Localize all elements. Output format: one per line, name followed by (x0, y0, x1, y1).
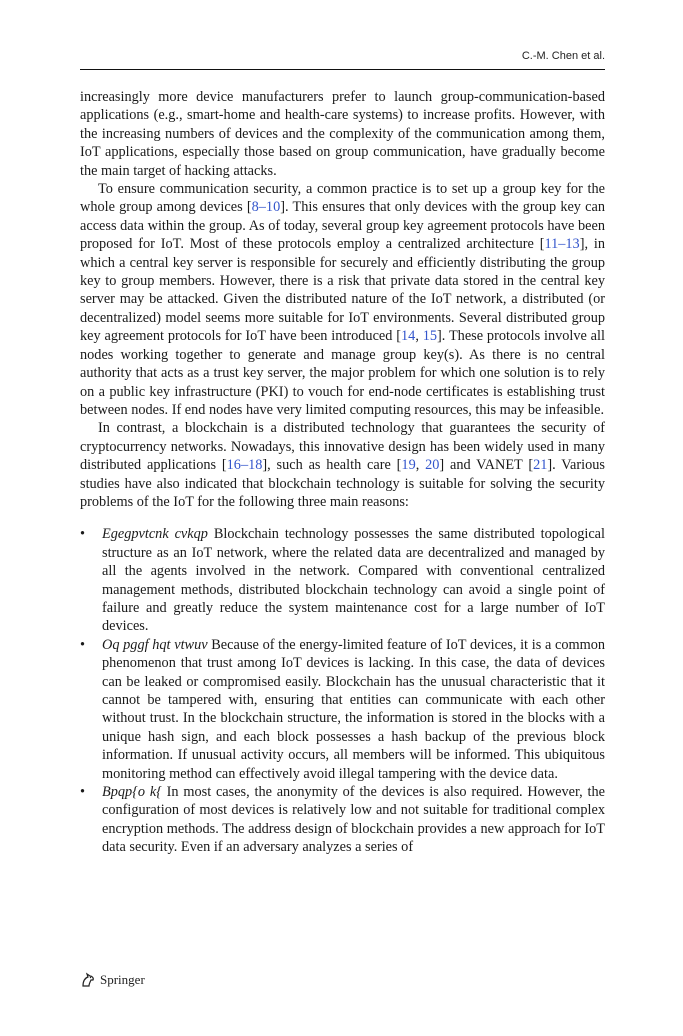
paragraph-1: increasingly more device manufacturers prefer to launch group-communication-based applications (e.g., smart-home and health-care systems) to increase profits. However, with the increasing numbers of devices and the complexity of the communication among them, IoT applications, especially those based on group communication, have gradually become the main target of hacking attacks. (80, 89, 605, 179)
citation-link[interactable]: 19 (401, 457, 416, 474)
list-item (80, 636, 605, 783)
bullet-icon: • (80, 526, 86, 543)
bullet-icon: • (80, 636, 86, 653)
text-span: ], such as health care [ (262, 457, 402, 474)
reasons-list (80, 525, 605, 856)
running-head: C.-M. Chen et al. (521, 50, 605, 62)
footer (80, 972, 145, 988)
text-span: ]. Various studies have also indicated that blockchain technology is suitable for solving the security problems of the IoT for the following three main reasons: (80, 457, 605, 510)
springer-horse-icon (80, 972, 96, 988)
text-span: To ensure communication security, a common practice is to set up a group key for the whole group among devices [ (80, 181, 605, 216)
text-span: In contrast, a blockchain is a distributed technology that guarantees the security of cryptocurrency networks. Nowadays, this innovative design has been widely used in many distributed applications [ (80, 420, 605, 474)
list-item (80, 783, 605, 857)
citation-link[interactable]: 11–13 (544, 236, 580, 253)
bullet-lead: Bpqp{o k{ (102, 784, 162, 801)
citation-link[interactable]: 21 (533, 457, 548, 474)
citation-link[interactable]: 8–10 (251, 199, 281, 216)
paragraph-2 (80, 180, 605, 419)
paragraph-3 (80, 419, 605, 511)
bullet-icon: • (80, 784, 86, 801)
bullet-text: In most cases, the anonymity of the devices is also required. However, the configuration of most devices is relatively low and not suitable for traditional complex encryption methods. The address design of blockchain provides a new approach for IoT data security. Even if an adversary analyzes a series of (102, 784, 605, 856)
text-span: , (415, 328, 423, 345)
citation-link[interactable]: 16–18 (226, 457, 263, 474)
publisher-name: Springer (100, 972, 145, 987)
text-span: ] and VANET [ (439, 457, 534, 474)
body-text (80, 88, 605, 857)
bullet-text: Blockchain technology possesses the same distributed topological structure as an IoT network, where the related data are decentralized and managed by all the agents involved in the network. Compared with conventional centralized management methods, distributed blockchain technology can avoid a single point of failure and greatly reduce the system maintenance cost for a large number of IoT devices. (102, 526, 605, 635)
text-span: ], in which a central key server is responsible for securely and efficiently distributing the group key to group members. However, there is a risk that private data stored in the central key server may be attacked. Given the distributed nature of the IoT network, a distributed (or decentralized) model seems more suitable for IoT environments. Several distributed group key agreement protocols for IoT have been introduced [ (80, 236, 605, 345)
bullet-lead: Egegpvtcnk cvkqp (102, 526, 208, 543)
citation-link[interactable]: 20 (425, 457, 440, 474)
bullet-text: Because of the energy-limited feature of IoT devices, it is a common phenomenon that trust among IoT devices is lacking. In this case, the data of devices can be leaked or compromised easily. Blockchain has the unusual characteristic that it cannot be tampered with, ensuring that entities can communicate with each other without trust. In the blockchain structure, the information is stored in the blocks with a unique hash sign, and each block possesses a hash backup of the previous block information. If unusual activity occurs, all members will be informed. This ubiquitous monitoring method can effectively avoid illegal tampering with the device data. (102, 636, 606, 782)
text-span: ]. These protocols involve all nodes working together to generate and manage group key(s). As there is no central authority that acts as a trust key server, the major problem for which one solution is to rely on a public key infrastructure (PKI) to vouch for end-node certificates is establishing trust between nodes. If end nodes have very limited computing resources, this may be infeasible. (80, 328, 605, 418)
citation-link[interactable]: 14 (401, 328, 416, 345)
text-span: , (415, 457, 426, 474)
list-item (80, 525, 605, 635)
citation-link[interactable]: 15 (422, 328, 438, 345)
bullet-lead: Oq pggf hqt vtwuv (102, 636, 208, 653)
text-span: ]. This ensures that only devices with the group key can access data within the group. As of today, several group key agreement protocols have been proposed for IoT. Most of these protocols employ a centralized architecture [ (80, 199, 605, 253)
header-rule (80, 69, 605, 70)
